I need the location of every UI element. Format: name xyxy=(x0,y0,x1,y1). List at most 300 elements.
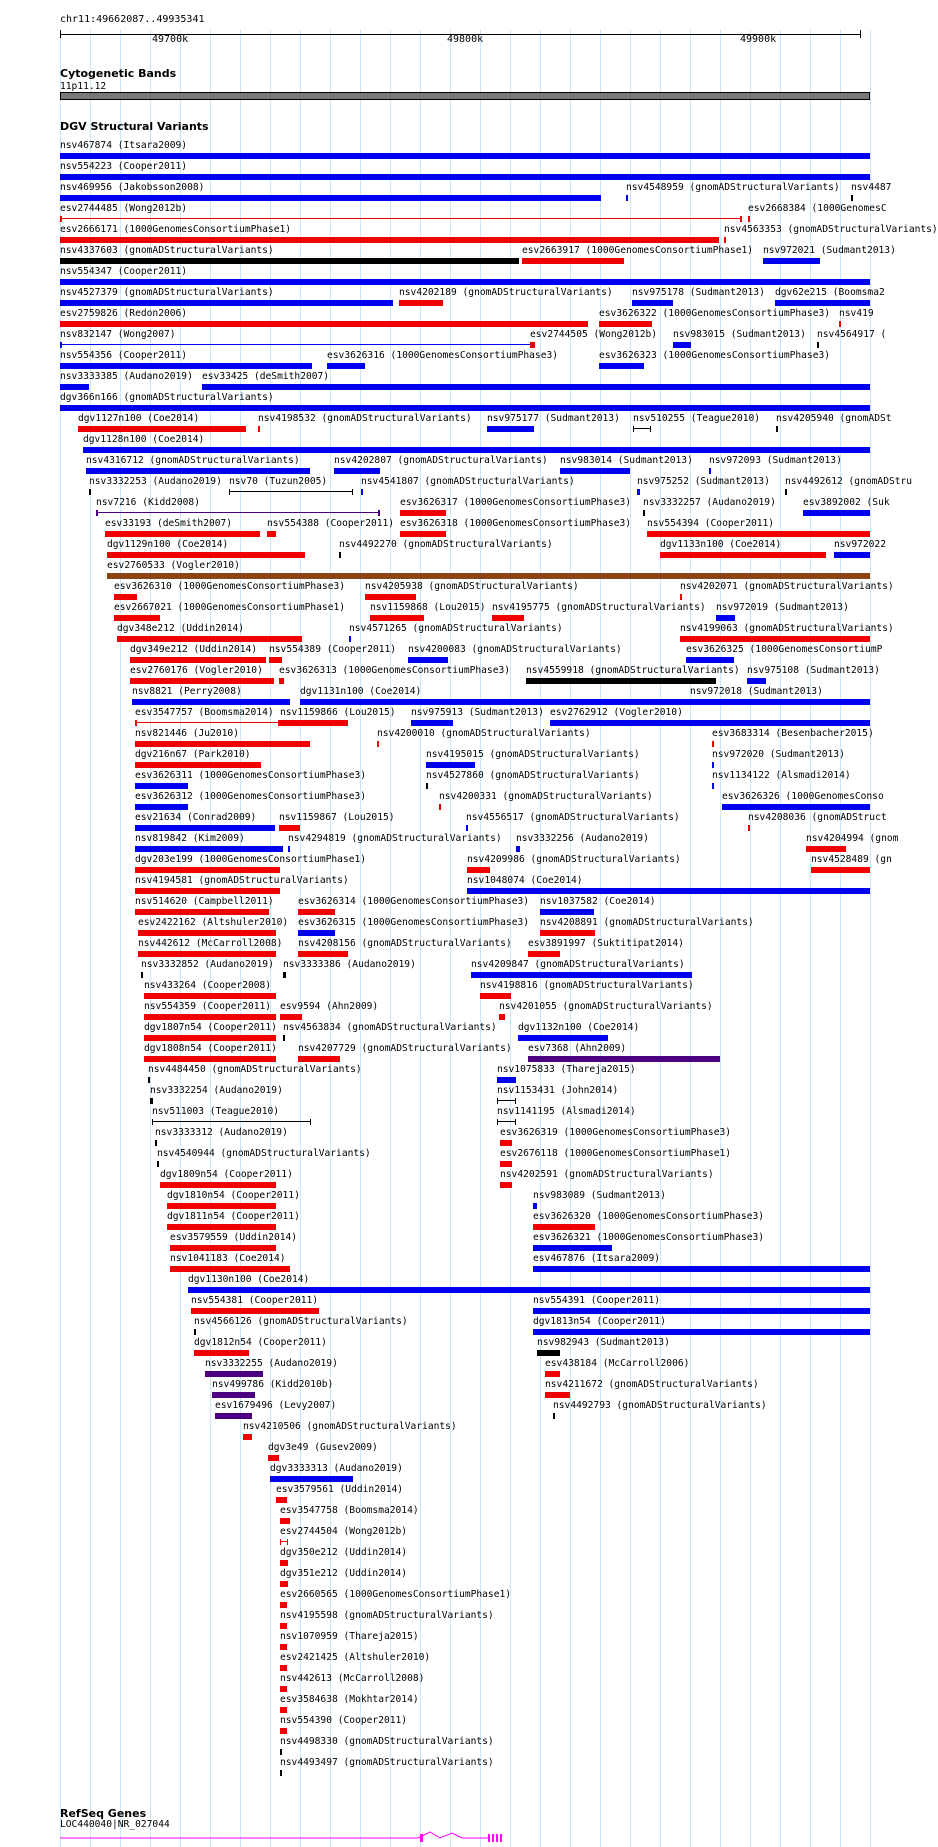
variant-bar[interactable] xyxy=(60,174,870,180)
variant-bar[interactable] xyxy=(599,321,652,327)
variant-bar[interactable] xyxy=(212,1392,255,1398)
variant-label: esv3626321 (1000GenomesConsortiumPhase3) xyxy=(533,1232,765,1243)
variant-label: esv33193 (deSmith2007) xyxy=(105,518,233,529)
variant-bar[interactable] xyxy=(775,300,870,306)
variant-bar[interactable] xyxy=(60,321,588,327)
variant-label: esv2422162 (Altshuler2010) xyxy=(138,917,289,928)
variant-bar[interactable] xyxy=(205,1371,263,1377)
variant-label: nsv3333312 (Audano2019) xyxy=(155,1127,288,1138)
variant-bar[interactable] xyxy=(400,510,446,516)
variant-bar[interactable] xyxy=(188,1287,870,1293)
variant-label: nsv469956 (Jakobsson2008) xyxy=(60,182,205,193)
variant-bar[interactable] xyxy=(724,237,726,243)
variant-label: nsv1048074 (Coe2014) xyxy=(467,875,583,886)
variant-bar[interactable] xyxy=(280,1665,287,1671)
variant-label: esv21634 (Conrad2009) xyxy=(135,812,257,823)
variant-bar[interactable] xyxy=(533,1329,870,1335)
variant-bar[interactable] xyxy=(298,1056,340,1062)
variant-label: nsv4195775 (gnomADStructuralVariants) xyxy=(492,602,706,613)
variant-bar[interactable] xyxy=(283,972,286,978)
variant-bar[interactable] xyxy=(138,930,276,936)
variant-bar[interactable] xyxy=(60,258,519,264)
variant-bar[interactable] xyxy=(157,1161,159,1167)
variant-label: nsv3332256 (Audano2019) xyxy=(516,833,649,844)
variant-bar[interactable] xyxy=(86,468,310,474)
variant-bar[interactable] xyxy=(839,321,841,327)
variant-bar[interactable] xyxy=(280,1770,282,1776)
variant-bar[interactable] xyxy=(229,491,353,492)
variant-label: nsv4337603 (gnomADStructuralVariants) xyxy=(60,245,274,256)
variant-bar[interactable] xyxy=(160,1182,276,1188)
variant-label: nsv983089 (Sudmant2013) xyxy=(533,1190,666,1201)
variant-bar[interactable] xyxy=(60,344,535,345)
variant-bar[interactable] xyxy=(148,1077,150,1083)
variant-bar[interactable] xyxy=(680,636,870,642)
variant-label: esv2668384 (1000GenomesC xyxy=(748,203,887,214)
variant-bar[interactable] xyxy=(135,909,269,915)
variant-bar[interactable] xyxy=(500,1161,512,1167)
variant-bar[interactable] xyxy=(135,783,188,789)
variant-bar[interactable] xyxy=(170,1245,276,1251)
variant-bar[interactable] xyxy=(60,405,870,411)
variant-label: nsv4209986 (gnomADStructuralVariants) xyxy=(467,854,681,865)
variant-label: dgv1130n100 (Coe2014) xyxy=(188,1274,310,1285)
variant-bar[interactable] xyxy=(365,594,416,600)
variant-bar[interactable] xyxy=(851,195,853,201)
variant-bar[interactable] xyxy=(545,1371,560,1377)
variant-bar[interactable] xyxy=(215,1413,252,1419)
variant-bar[interactable] xyxy=(545,1392,570,1398)
variant-bar[interactable] xyxy=(280,1560,288,1566)
variant-bar[interactable] xyxy=(280,1602,287,1608)
variant-bar[interactable] xyxy=(60,300,393,306)
variant-label: esv2744505 (Wong2012b) xyxy=(530,329,658,340)
variant-bar[interactable] xyxy=(408,657,448,663)
variant-label: nsv832147 (Wong2007) xyxy=(60,329,176,340)
variant-end-tick xyxy=(310,1119,311,1125)
variant-bar[interactable] xyxy=(334,468,380,474)
variant-label: nsv1037582 (Coe2014) xyxy=(540,896,656,907)
variant-bar[interactable] xyxy=(276,1497,287,1503)
variant-bar[interactable] xyxy=(528,1056,720,1062)
variant-bar[interactable] xyxy=(283,1035,285,1041)
variant-label: dgv3333313 (Audano2019) xyxy=(270,1463,403,1474)
variant-bar[interactable] xyxy=(78,426,246,432)
variant-bar[interactable] xyxy=(776,426,778,432)
variant-bar[interactable] xyxy=(279,678,284,684)
variant-bar[interactable] xyxy=(135,804,188,810)
variant-bar[interactable] xyxy=(817,342,819,348)
variant-bar[interactable] xyxy=(599,363,644,369)
variant-bar[interactable] xyxy=(516,846,520,852)
variant-bar[interactable] xyxy=(803,510,870,516)
variant-bar[interactable] xyxy=(135,825,275,831)
variant-bar[interactable] xyxy=(471,972,692,978)
variant-label: nsv4207729 (gnomADStructuralVariants) xyxy=(298,1043,512,1054)
variant-label: nsv3333385 (Audano2019) xyxy=(60,371,193,382)
variant-label: nsv972021 (Sudmant2013) xyxy=(763,245,896,256)
variant-bar[interactable] xyxy=(399,300,443,306)
variant-bar[interactable] xyxy=(105,531,260,537)
variant-label: esv3626313 (1000GenomesConsortiumPhase3) xyxy=(279,665,511,676)
variant-label: esv3626316 (1000GenomesConsortiumPhase3) xyxy=(327,350,559,361)
variant-label: esv2666171 (1000GenomesConsortiumPhase1) xyxy=(60,224,292,235)
variant-end-tick xyxy=(740,216,742,222)
variant-bar[interactable] xyxy=(117,636,302,642)
variant-label: nsv554390 (Cooper2011) xyxy=(280,1715,408,1726)
variant-bar[interactable] xyxy=(280,1728,287,1734)
variant-label: nsv975913 (Sudmant2013) xyxy=(411,707,544,718)
variant-bar[interactable] xyxy=(533,1245,612,1251)
variant-bar[interactable] xyxy=(191,1308,319,1314)
variant-label: nsv4200083 (gnomADStructuralVariants) xyxy=(408,644,622,655)
variant-bar[interactable] xyxy=(518,1035,608,1041)
variant-label: nsv983015 (Sudmant2013) xyxy=(673,329,806,340)
variant-bar[interactable] xyxy=(170,1266,290,1272)
variant-bar[interactable] xyxy=(138,951,276,957)
variant-bar[interactable] xyxy=(526,678,716,684)
variant-label: esv3626320 (1000GenomesConsortiumPhase3) xyxy=(533,1211,765,1222)
variant-bar[interactable] xyxy=(280,1707,287,1713)
variant-bar[interactable] xyxy=(150,1098,153,1104)
variant-bar[interactable] xyxy=(411,720,453,726)
variant-label: dgv350e212 (Uddin2014) xyxy=(280,1547,408,1558)
variant-bar[interactable] xyxy=(785,489,787,495)
variant-bar[interactable] xyxy=(60,279,870,285)
variant-label: dgv1810n54 (Cooper2011) xyxy=(167,1190,300,1201)
variant-bar[interactable] xyxy=(135,762,261,768)
variant-label: dgv366n166 (gnomADStructuralVariants) xyxy=(60,392,274,403)
variant-bar[interactable] xyxy=(130,678,274,684)
variant-bar[interactable] xyxy=(130,657,266,663)
variant-bar[interactable] xyxy=(660,552,826,558)
variant-bar[interactable] xyxy=(141,972,143,978)
variant-bar[interactable] xyxy=(339,552,341,558)
variant-bar[interactable] xyxy=(709,468,711,474)
variant-label: dgv1813n54 (Cooper2011) xyxy=(533,1316,666,1327)
variant-label: nsv3333386 (Audano2019) xyxy=(283,959,416,970)
variant-bar[interactable] xyxy=(167,1203,276,1209)
variant-bar[interactable] xyxy=(267,531,276,537)
variant-bar[interactable] xyxy=(83,447,870,453)
variant-label: nsv554347 (Cooper2011) xyxy=(60,266,188,277)
variant-bar[interactable] xyxy=(643,510,645,516)
variant-bar[interactable] xyxy=(60,384,89,390)
variant-bar[interactable] xyxy=(712,783,714,789)
variant-label: nsv4559918 (gnomADStructuralVariants) xyxy=(526,665,740,676)
variant-label: nsv821446 (Ju2010) xyxy=(135,728,239,739)
variant-bar[interactable] xyxy=(202,384,870,390)
refseq-track-title: RefSeq Genes xyxy=(60,1807,147,1820)
variant-bar[interactable] xyxy=(439,804,441,810)
region-label: chr11:49662087..49935341 xyxy=(60,14,205,25)
variant-bar[interactable] xyxy=(280,1014,302,1020)
gene-model[interactable] xyxy=(0,1829,890,1847)
variant-bar[interactable] xyxy=(135,846,283,852)
variant-bar[interactable] xyxy=(426,783,428,789)
variant-label: nsv972019 (Sudmant2013) xyxy=(716,602,849,613)
cytoband-bar[interactable] xyxy=(60,92,870,100)
variant-bar[interactable] xyxy=(114,594,137,600)
variant-label: nsv4200010 (gnomADStructuralVariants) xyxy=(377,728,591,739)
variant-bar[interactable] xyxy=(194,1329,196,1335)
variant-bar[interactable] xyxy=(400,531,446,537)
variant-bar[interactable] xyxy=(748,216,750,222)
variant-label: dgv1132n100 (Coe2014) xyxy=(518,1022,640,1033)
variant-label: dgv351e212 (Uddin2014) xyxy=(280,1568,408,1579)
variant-bar[interactable] xyxy=(258,426,260,432)
variant-label: nsv1075833 (Thareja2015) xyxy=(497,1064,636,1075)
variant-end-tick xyxy=(280,1539,281,1545)
variant-label: nsv4209847 (gnomADStructuralVariants) xyxy=(471,959,685,970)
variant-label: esv3547758 (Boomsma2014) xyxy=(280,1505,419,1516)
ruler-tick-label: 49900k xyxy=(740,34,777,45)
variant-label: nsv4208891 (gnomADStructuralVariants) xyxy=(540,917,754,928)
variant-bar[interactable] xyxy=(269,657,282,663)
variant-bar[interactable] xyxy=(690,699,717,705)
variant-bar[interactable] xyxy=(722,804,870,810)
variant-bar[interactable] xyxy=(763,258,820,264)
variant-bar[interactable] xyxy=(327,363,365,369)
variant-bar[interactable] xyxy=(712,762,714,768)
variant-bar[interactable] xyxy=(377,741,379,747)
variant-bar[interactable] xyxy=(487,426,534,432)
variant-label: dgv1808n54 (Cooper2011) xyxy=(144,1043,277,1054)
variant-end-tick xyxy=(497,1098,498,1104)
variant-bar[interactable] xyxy=(467,867,490,873)
variant-label: nsv4492270 (gnomADStructuralVariants) xyxy=(339,539,553,550)
variant-label: esv3626325 (1000GenomesConsortiumP xyxy=(686,644,883,655)
variant-label: nsv4548959 (gnomADStructuralVariants) xyxy=(626,182,840,193)
variant-bar[interactable] xyxy=(633,428,651,429)
variant-bar[interactable] xyxy=(288,846,290,852)
variant-bar[interactable] xyxy=(96,512,380,513)
variant-bar[interactable] xyxy=(647,531,870,537)
variant-label: nsv4571265 (gnomADStructuralVariants) xyxy=(349,623,563,634)
variant-label: esv3547757 (Boomsma2014) xyxy=(135,707,274,718)
variant-label: dgv1131n100 (Coe2014) xyxy=(300,686,422,697)
variant-bar[interactable] xyxy=(155,1140,157,1146)
variant-label: esv2762912 (Vogler2010) xyxy=(550,707,683,718)
variant-bar[interactable] xyxy=(280,1749,282,1755)
variant-label: nsv975108 (Sudmant2013) xyxy=(747,665,880,676)
variant-label: nsv819842 (Kim2009) xyxy=(135,833,245,844)
variant-bar[interactable] xyxy=(680,594,682,600)
variant-bar[interactable] xyxy=(500,1140,512,1146)
variant-bar[interactable] xyxy=(626,195,628,201)
variant-bar[interactable] xyxy=(144,1056,276,1062)
variant-bar[interactable] xyxy=(834,552,870,558)
variant-bar[interactable] xyxy=(107,552,305,558)
variant-bar[interactable] xyxy=(540,930,595,936)
variant-bar[interactable] xyxy=(673,342,691,348)
variant-bar[interactable] xyxy=(243,1434,252,1440)
variant-bar[interactable] xyxy=(716,615,735,621)
variant-bar[interactable] xyxy=(497,1077,516,1083)
variant-bar[interactable] xyxy=(533,1266,870,1272)
variant-bar[interactable] xyxy=(370,615,424,621)
variant-bar[interactable] xyxy=(550,720,870,726)
variant-label: esv2744485 (Wong2012b) xyxy=(60,203,188,214)
variant-end-tick xyxy=(633,426,634,432)
variant-label: nsv4201055 (gnomADStructuralVariants) xyxy=(499,1001,713,1012)
variant-label: esv2667021 (1000GenomesConsortiumPhase1) xyxy=(114,602,346,613)
variant-label: nsv1159866 (Lou2015) xyxy=(280,707,396,718)
variant-label: nsv4566126 (gnomADStructuralVariants) xyxy=(194,1316,408,1327)
variant-bar[interactable] xyxy=(279,825,300,831)
variant-bar[interactable] xyxy=(712,741,714,747)
variant-bar[interactable] xyxy=(270,1476,353,1482)
variant-bar[interactable] xyxy=(280,1581,288,1587)
variant-bar[interactable] xyxy=(280,1644,287,1650)
variant-bar[interactable] xyxy=(268,1455,279,1461)
variant-label: nsv4528489 (gn xyxy=(811,854,892,865)
ruler-tick-label: 49700k xyxy=(152,34,189,45)
variant-bar[interactable] xyxy=(298,930,335,936)
variant-bar[interactable] xyxy=(60,153,870,159)
variant-bar[interactable] xyxy=(60,218,742,219)
variant-bar[interactable] xyxy=(349,636,351,642)
variant-bar[interactable] xyxy=(466,825,468,831)
variant-end-tick xyxy=(352,489,353,495)
variant-label: dgv1811n54 (Cooper2011) xyxy=(167,1211,300,1222)
variant-bar[interactable] xyxy=(298,951,348,957)
variant-bar[interactable] xyxy=(492,615,524,621)
variant-label: nsv442612 (McCarroll2008) xyxy=(138,938,283,949)
variant-label: nsv4294819 (gnomADStructuralVariants) xyxy=(288,833,502,844)
variant-bar[interactable] xyxy=(167,1224,276,1230)
variant-label: nsv4556517 (gnomADStructuralVariants) xyxy=(466,812,680,823)
variant-bar[interactable] xyxy=(533,1203,537,1209)
variant-bar[interactable] xyxy=(528,951,560,957)
variant-label: nsv3332254 (Audano2019) xyxy=(150,1085,283,1096)
variant-label: esv438184 (McCarroll2006) xyxy=(545,1358,690,1369)
variant-label: nsv554388 (Cooper2011) xyxy=(267,518,395,529)
variant-end-tick xyxy=(650,426,651,432)
variant-label: esv3626311 (1000GenomesConsortiumPhase3) xyxy=(135,770,367,781)
variant-label: dgv1128n100 (Coe2014) xyxy=(83,434,205,445)
variant-bar[interactable] xyxy=(632,300,673,306)
variant-bar[interactable] xyxy=(467,888,870,894)
variant-label: nsv4205938 (gnomADStructuralVariants) xyxy=(365,581,579,592)
variant-bar[interactable] xyxy=(500,1182,512,1188)
variant-bar[interactable] xyxy=(553,1413,555,1419)
variant-bar[interactable] xyxy=(194,1350,249,1356)
variant-bar[interactable] xyxy=(298,909,335,915)
variant-bar[interactable] xyxy=(637,489,640,495)
variant-bar[interactable] xyxy=(686,657,734,663)
variant-label: nsv4540944 (gnomADStructuralVariants) xyxy=(157,1148,371,1159)
variant-label: nsv419 xyxy=(839,308,874,319)
variant-bar[interactable] xyxy=(499,1014,505,1020)
variant-end-tick xyxy=(287,1539,288,1545)
variant-bar[interactable] xyxy=(806,846,846,852)
variant-label: esv33425 (deSmith2007) xyxy=(202,371,330,382)
variant-label: nsv511003 (Teague2010) xyxy=(152,1106,280,1117)
variant-bar[interactable] xyxy=(152,1121,311,1122)
variant-bar[interactable] xyxy=(747,678,766,684)
variant-bar[interactable] xyxy=(144,1014,276,1020)
variant-label: nsv4564917 ( xyxy=(817,329,887,340)
variant-bar[interactable] xyxy=(89,489,91,495)
variant-bar[interactable] xyxy=(132,699,290,705)
variant-label: nsv4202591 (gnomADStructuralVariants) xyxy=(500,1169,714,1180)
variant-label: nsv1153431 (John2014) xyxy=(497,1085,619,1096)
variant-bar[interactable] xyxy=(530,342,535,348)
ruler-tick-label: 49800k xyxy=(447,34,484,45)
variant-bar[interactable] xyxy=(533,1224,595,1230)
variant-label: nsv70 (Tuzun2005) xyxy=(229,476,328,487)
variant-label: nsv4202807 (gnomADStructuralVariants) xyxy=(334,455,548,466)
variant-bar[interactable] xyxy=(497,1100,516,1101)
variant-bar[interactable] xyxy=(361,489,363,495)
variant-label: nsv4541807 (gnomADStructuralVariants) xyxy=(361,476,575,487)
variant-bar[interactable] xyxy=(497,1121,516,1122)
variant-label: esv3626322 (1000GenomesConsortiumPhase3) xyxy=(599,308,831,319)
variant-label: nsv1141195 (Alsmadi2014) xyxy=(497,1106,636,1117)
variant-bar[interactable] xyxy=(60,195,601,201)
variant-label: dgv1809n54 (Cooper2011) xyxy=(160,1169,293,1180)
variant-bar[interactable] xyxy=(114,615,160,621)
variant-bar[interactable] xyxy=(107,573,870,579)
variant-bar[interactable] xyxy=(480,993,511,999)
variant-label: nsv1070959 (Thareja2015) xyxy=(280,1631,419,1642)
variant-bar[interactable] xyxy=(522,258,624,264)
variant-end-tick xyxy=(60,216,62,222)
variant-label: nsv554391 (Cooper2011) xyxy=(533,1295,661,1306)
variant-label: esv3626314 (1000GenomesConsortiumPhase3) xyxy=(298,896,530,907)
variant-end-tick xyxy=(60,342,62,348)
variant-label: esv2421425 (Altshuler2010) xyxy=(280,1652,431,1663)
variant-label: esv3626326 (1000GenomesConso xyxy=(722,791,884,802)
variant-bar[interactable] xyxy=(811,867,870,873)
variant-label: esv9594 (Ahn2009) xyxy=(280,1001,379,1012)
variant-label: nsv3332257 (Audano2019) xyxy=(643,497,776,508)
variant-bar[interactable] xyxy=(280,1518,290,1524)
variant-bar[interactable] xyxy=(280,1623,287,1629)
variant-bar[interactable] xyxy=(560,468,630,474)
variant-bar[interactable] xyxy=(533,1308,870,1314)
variant-bar[interactable] xyxy=(135,867,280,873)
variant-bar[interactable] xyxy=(748,825,750,831)
variant-bar[interactable] xyxy=(135,741,310,747)
variant-bar[interactable] xyxy=(135,888,280,894)
variant-label: dgv1127n100 (Coe2014) xyxy=(78,413,200,424)
variant-label: nsv975178 (Sudmant2013) xyxy=(632,287,765,298)
variant-label: esv3626310 (1000GenomesConsortiumPhase3) xyxy=(114,581,346,592)
variant-bar[interactable] xyxy=(426,762,475,768)
variant-bar[interactable] xyxy=(144,1035,276,1041)
variant-label: esv3579561 (Uddin2014) xyxy=(276,1484,404,1495)
variant-label: esv3626323 (1000GenomesConsortiumPhase3) xyxy=(599,350,831,361)
variant-bar[interactable] xyxy=(540,909,594,915)
variant-bar[interactable] xyxy=(60,237,719,243)
variant-bar[interactable] xyxy=(280,720,348,726)
variant-label: esv2660565 (1000GenomesConsortiumPhase1) xyxy=(280,1589,512,1600)
variant-bar[interactable] xyxy=(300,699,870,705)
variant-bar[interactable] xyxy=(537,1350,560,1356)
variant-label: esv3579559 (Uddin2014) xyxy=(170,1232,298,1243)
variant-bar[interactable] xyxy=(135,722,280,723)
variant-label: nsv4208156 (gnomADStructuralVariants) xyxy=(298,938,512,949)
variant-label: nsv4527379 (gnomADStructuralVariants) xyxy=(60,287,274,298)
variant-label: nsv975252 (Sudmant2013) xyxy=(637,476,770,487)
variant-bar[interactable] xyxy=(60,363,312,369)
variant-bar[interactable] xyxy=(144,993,276,999)
variant-label: dgv62e215 (Boomsma2 xyxy=(775,287,885,298)
variant-bar[interactable] xyxy=(280,1686,287,1692)
variant-label: esv3626315 (1000GenomesConsortiumPhase3) xyxy=(298,917,530,928)
